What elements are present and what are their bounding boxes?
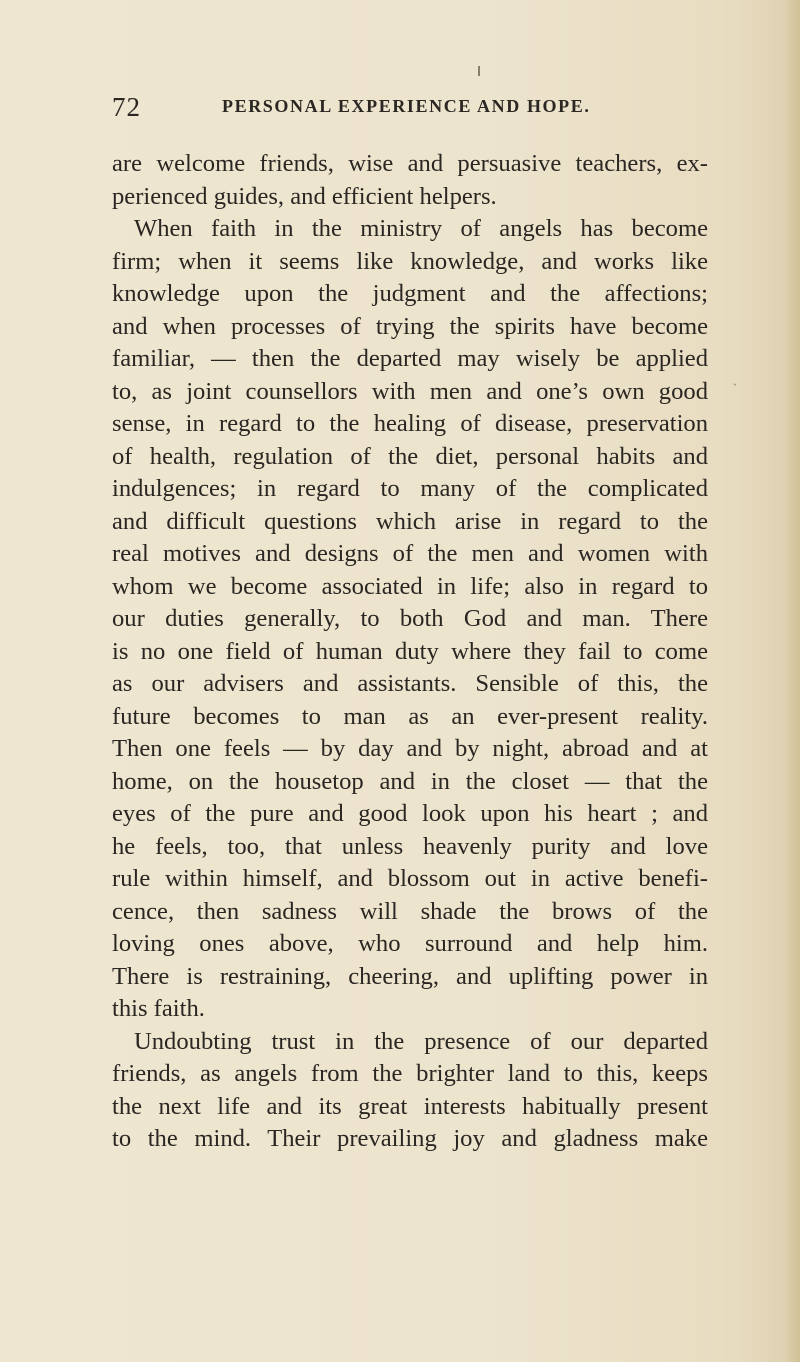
running-title: PERSONAL EXPERIENCE AND HOPE. [222, 96, 591, 116]
running-head [112, 92, 712, 124]
text-line: There is restraining, cheering, and uplifting power in [112, 962, 708, 990]
text-line: rule within himself, and blossom out in active benefi- [112, 865, 708, 892]
text-line: and difficult questions which arise in regard to the [112, 507, 708, 535]
text-line: the next life and its great interests habitually present [112, 1092, 708, 1120]
text-line: is no one field of human duty where they fail to come [112, 637, 708, 665]
body-text [112, 148, 708, 1156]
page-number: 72 [112, 92, 141, 122]
text-line: our duties generally, to both God and man. There [112, 605, 708, 632]
text-line: When faith in the ministry of angels has become [134, 215, 708, 242]
text-line: real motives and designs of the men and women with [112, 540, 708, 567]
text-line: this faith. [112, 995, 205, 1022]
text-line: to the mind. Their prevailing joy and gladness make [112, 1125, 708, 1152]
text-line: eyes of the pure and good look upon his heart ; and [112, 800, 708, 827]
text-line: of health, regulation of the diet, personal habits and [112, 442, 708, 470]
text-line: and when processes of trying the spirits have become [112, 312, 708, 340]
text-line: are welcome friends, wise and persuasive teachers, ex- [112, 150, 708, 177]
page-edge-shadow [784, 0, 800, 1362]
text-line: as our advisers and assistants. Sensible of this, the [112, 670, 708, 697]
text-line: indulgences; in regard to many of the complicated [112, 475, 708, 502]
text-line: whom we become associated in life; also in regard to [112, 572, 708, 600]
text-line: Then one feels — by day and by night, abroad and at [112, 735, 708, 762]
text-line: sense, in regard to the healing of disease, preservation [112, 410, 708, 437]
text-line: cence, then sadness will shade the brows of the [112, 897, 708, 925]
text-line: perienced guides, and efficient helpers. [112, 182, 497, 210]
text-line: familiar, — then the departed may wisely be applied [112, 345, 708, 372]
text-line: home, on the housetop and in the closet — that the [112, 767, 708, 795]
stray-print-mark: ˎ [733, 372, 737, 386]
text-line: to, as joint counsellors with men and one’s own good [112, 377, 708, 405]
text-line: he feels, too, that unless heavenly purity and love [112, 832, 708, 860]
text-line: Undoubting trust in the presence of our departed [134, 1027, 708, 1055]
text-line: future becomes to man as an ever-present reality. [112, 702, 708, 730]
text-line: firm; when it seems like knowledge, and works like [112, 247, 708, 275]
text-line: knowledge upon the judgment and the affections; [112, 280, 708, 307]
text-line: loving ones above, who surround and help him. [112, 930, 708, 957]
ink-speck [478, 66, 480, 76]
text-line: friends, as angels from the brighter land to this, keeps [112, 1060, 708, 1087]
